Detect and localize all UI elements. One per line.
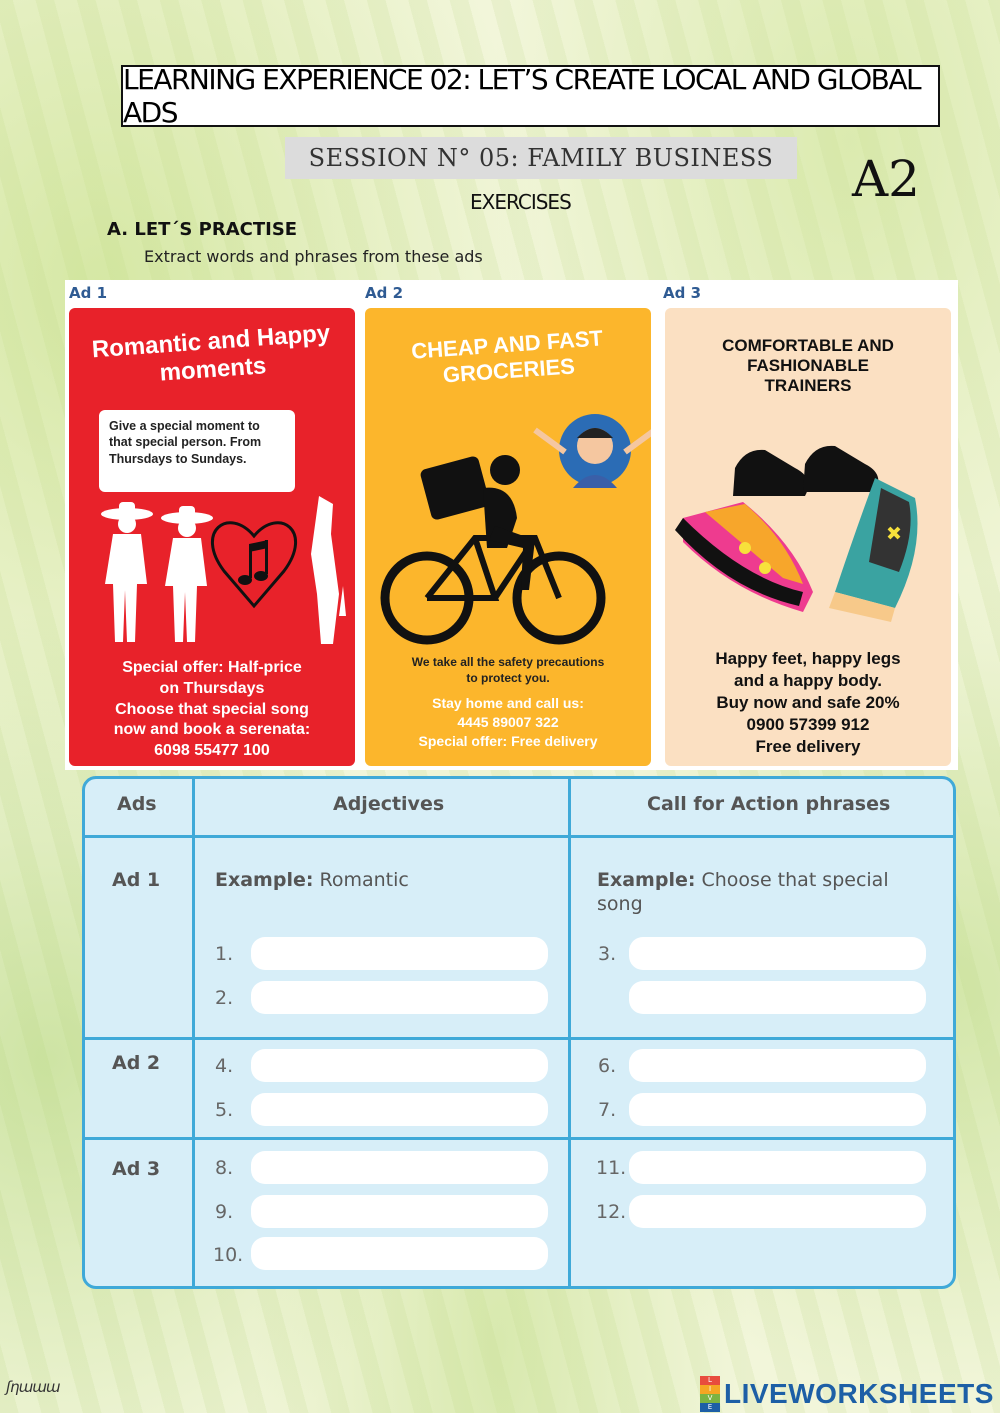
mark-letter: V [700, 1394, 720, 1403]
ad-2-footer [365, 694, 651, 751]
item-number: 6. [598, 1055, 617, 1077]
ad-1-headline: Romantic and Happy moments [90, 319, 331, 387]
answer-field-9[interactable] [251, 1195, 548, 1228]
row-label-ad-1: Ad 1 [112, 869, 161, 891]
answer-field-1[interactable] [251, 937, 548, 970]
ad-1-message: Give a special moment to that special person. From Thursdays to Sundays. [99, 410, 295, 492]
adjective-example-value: Romantic [319, 869, 409, 891]
answer-field-10[interactable] [251, 1237, 548, 1270]
answer-field-6[interactable] [629, 1049, 926, 1082]
ad-2-safety-line: We take all the safety precautions [411, 655, 605, 669]
row-label-ad-3: Ad 3 [112, 1158, 161, 1180]
answer-field-11[interactable] [629, 1151, 926, 1184]
page-title-text: LEARNING EXPERIENCE 02: LET’S CREATE LOCAL AND GLOBAL ADS [123, 63, 921, 129]
ad-2-safety-line: to protect you. [466, 671, 550, 686]
ad-3-footer [665, 648, 951, 758]
liveworksheets-logo[interactable] [700, 1376, 994, 1412]
header-adjectives: Adjectives [333, 793, 445, 815]
ad-2-footer-line: Stay home and call us: [432, 695, 584, 711]
delivery-person-avatar [535, 414, 651, 488]
ad-1-footer-line: Special offer: Half-price [122, 659, 302, 676]
liveworksheets-text: LIVEWORKSHEETS [724, 1378, 994, 1409]
ad-2-label: Ad 2 [365, 284, 404, 302]
ad-3-headline-line: COMFORTABLE AND [722, 336, 894, 355]
answer-field-2[interactable] [251, 981, 548, 1014]
exercise-table [82, 776, 956, 1289]
mark-letter: L [700, 1376, 720, 1385]
header-call-for-action: Call for Action phrases [647, 793, 891, 815]
mark-letter: E [700, 1403, 720, 1412]
answer-field-4[interactable] [251, 1049, 548, 1082]
page-title [121, 65, 940, 127]
serenata-illustration [89, 496, 349, 646]
item-number: 3. [598, 943, 617, 965]
table-divider [85, 1037, 953, 1040]
example-label: Example: [597, 869, 696, 891]
answer-field-7[interactable] [629, 1093, 926, 1126]
mark-letter: I [700, 1385, 720, 1394]
ad-1-footer-line: on Thursdays [159, 679, 265, 697]
ad-1-label: Ad 1 [69, 284, 108, 302]
ad-2-safety-note [365, 654, 651, 686]
ad-3-card [665, 308, 951, 766]
item-number: 5. [215, 1099, 234, 1121]
example-label: Example: [215, 869, 314, 891]
ad-1-footer-line: now and book a serenata: [113, 721, 311, 739]
instruction-text: Extract words and phrases from these ads [144, 247, 483, 266]
ad-2-headline: CHEAP AND FAST GROCERIES [410, 325, 604, 388]
exercises-heading: EXERCISES [470, 190, 571, 214]
item-number: 9. [215, 1201, 234, 1223]
section-heading: A. LET´S PRACTISE [107, 219, 298, 240]
table-divider [192, 779, 195, 1286]
ad-3-footer-line: Free delivery [755, 737, 861, 757]
black-shoe-icon [733, 446, 878, 496]
heart-icon [212, 523, 295, 606]
ad-2-card [365, 308, 651, 766]
ad-3-headline [665, 336, 951, 396]
ad-3-headline-line: TRAINERS [764, 376, 852, 395]
answer-field-12[interactable] [629, 1195, 926, 1228]
level-badge: A2 [852, 150, 920, 208]
item-number: 12. [596, 1201, 627, 1223]
table-divider [85, 1137, 953, 1140]
item-number: 8. [215, 1157, 234, 1179]
liveworksheets-mark-icon [700, 1376, 720, 1412]
cta-example-value: Choose that special song [597, 869, 889, 915]
ad-2-footer-line: 4445 89007 322 [457, 713, 559, 730]
ad-3-headline-line: FASHIONABLE [747, 356, 869, 375]
session-text: SESSION N° 05: FAMILY BUSINESS [308, 144, 774, 172]
item-number: 7. [598, 1099, 617, 1121]
pink-shoe-icon [675, 502, 813, 612]
ad-1-footer-line: 6098 55477 100 [154, 742, 270, 760]
ad-3-label: Ad 3 [663, 284, 702, 302]
header-ads: Ads [117, 793, 157, 815]
ad-3-footer-line: Buy now and safe 20% [716, 693, 900, 713]
session-banner [285, 137, 797, 179]
answer-field-3-continued[interactable] [629, 981, 926, 1014]
ad-3-footer-line: 0900 57399 912 [746, 715, 870, 735]
ads-panel [65, 280, 958, 770]
answer-field-3[interactable] [629, 937, 926, 970]
trainers-illustration [665, 408, 951, 638]
ad-3-footer-line: and a happy body. [734, 671, 882, 691]
item-number: 2. [215, 987, 234, 1009]
answer-field-8[interactable] [251, 1151, 548, 1184]
adjective-example [215, 869, 555, 893]
ad-3-footer-line: Happy feet, happy legs [715, 649, 901, 668]
item-number: 10. [213, 1244, 244, 1266]
item-number: 11. [596, 1157, 627, 1179]
teal-shoe-icon [829, 478, 918, 622]
ad-1-footer [69, 658, 355, 762]
table-divider [568, 779, 571, 1286]
bicycle-icon [385, 538, 601, 640]
cta-example [597, 869, 937, 917]
answer-field-5[interactable] [251, 1093, 548, 1126]
table-divider [85, 835, 953, 838]
author-logo: ʃƞɯɯɯ [6, 1378, 60, 1396]
item-number: 4. [215, 1055, 234, 1077]
ad-1-card [69, 308, 355, 766]
ad-1-footer-line: Choose that special song [115, 700, 309, 718]
delivery-illustration [365, 408, 651, 648]
item-number: 1. [215, 943, 234, 965]
row-label-ad-2: Ad 2 [112, 1052, 161, 1074]
ad-2-footer-line: Special offer: Free delivery [418, 732, 598, 749]
